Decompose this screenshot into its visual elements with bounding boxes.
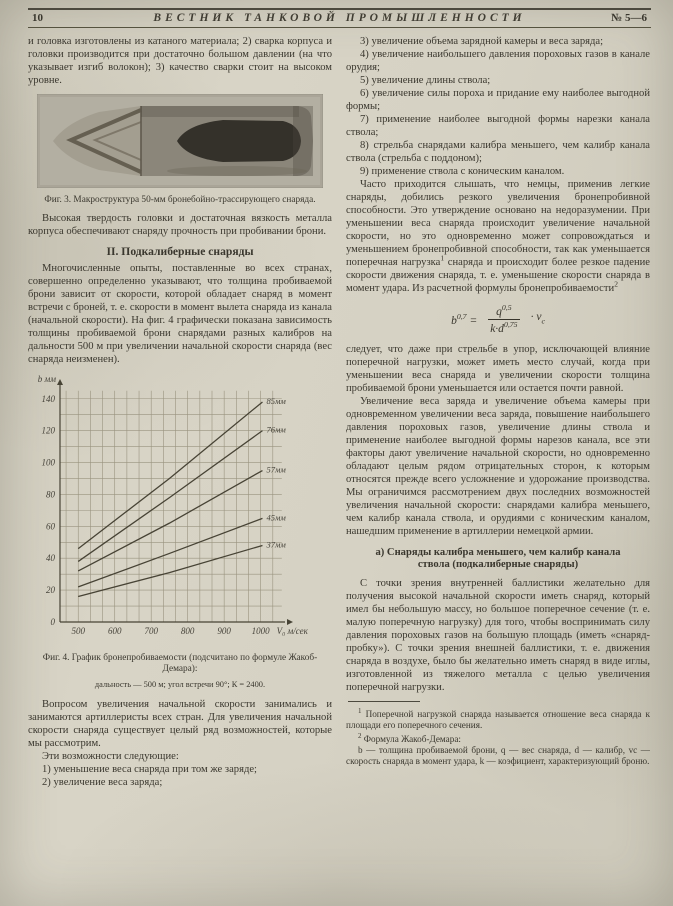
fig4-caption: Фиг. 4. График бронепробиваемости (подсчитано по формуле Жакоб-Демара): [42,652,318,674]
issue-number: № 5—6 [611,12,647,24]
header-bottom-rule [28,27,651,28]
list-item: 5) увеличение длины ствола; [360,75,491,86]
svg-text:40: 40 [46,553,55,564]
list-item: 4) увеличение наибольшего давления пороховых газов в канале орудия; [346,49,650,73]
list-item: 7) применение наиболее выгодной формы нарезки канала ствола; [346,114,650,138]
formula-lhs: $b^{0,7}$ = [451,312,478,328]
fig3-photo-shell-macrostructure [37,94,323,188]
footnote: b — толщина пробиваемой брони, q — вес снаряда, d — калибр, vc — скорость снаряда в момент удара, k — коэфициент, характеризующий броню. [346,744,650,766]
footnote-rule [348,701,420,702]
list-item: 1) уменьшение веса снаряда при том же заряде; [42,763,257,775]
paragraph-text: Часто приходится слышать, что немцы, применив легкие снаряды, добились резкого увеличения бронепробивной способности. Это утверждение основано на недоразумении. При уменьшении веса снаряда происходит увеличение начальной скорости, но это одновременно может сопровождаться и уменьшением бронепробивной способности, так как уменьшается поперечная нагрузка [346,179,650,268]
list-item: 3) увеличение объема зарядной камеры и веса заряда; [360,36,604,47]
paragraph: Высокая твердость головки и достаточная вязкость металла корпуса обеспечивают снаряду прочность при пробивании брони. [28,212,332,237]
svg-text:37мм: 37мм [266,539,286,550]
two-column-body [28,35,651,789]
footnotes [346,706,650,767]
svg-text:0: 0 [50,616,55,627]
svg-text:b мм: b мм [37,373,56,384]
svg-text:1000: 1000 [251,625,270,636]
paragraph: С точки зрения внутренней баллистики желательно для получения высокой начальной скорости иметь снаряд, который имел бы небольшую массу, но большое поперечное сечение (т. е. малую поперечную нагрузку) для того, чтобы воспринимать силу давления пороховых газов на большую площадь (иметь «снаряд-пробку»). С точки зрения внешней баллистики, т. е. движения снаряда в воздухе, было бы желательно иметь снаряд в виде иглы, изготовленной из тяжелого металла с целью увеличения поперечной нагрузки. [346,577,650,693]
list-item: 8) стрельба снарядами калибра меньшего, чем калибр канала ствола (стрельба с поддоном); [346,140,650,164]
formula-numerator: $q^{0,5}$ [488,304,520,320]
svg-text:85мм: 85мм [266,395,286,406]
fig4-caption-sub: дальность — 500 м; угол встречи 90°; К = 2400. [94,680,266,690]
svg-text:76мм: 76мм [266,424,286,435]
fig3-caption: Фиг. 3. Макроструктура 50-мм бронебойно-трассирующего снаряда. [44,195,316,205]
right-column [346,35,650,789]
paragraph-text: снаряда и происходит более резкое падение скорости движения снаряда, т. е. уменьшение скорости снаряда в момент удара. Из расчетной формулы бронепробиваемости [346,257,650,294]
svg-text:20: 20 [46,584,55,595]
svg-text:45мм: 45мм [266,512,286,523]
svg-text:900: 900 [217,625,231,636]
figure-4 [28,370,332,690]
paragraph: следует, что даже при стрельбе в упор, исключающей влияние поперечной нагрузки, может иметь место случай, когда при уменьшении веса снаряда и увеличении скорости толщина пробиваемой брони уменьшается или остается почти равной. [346,343,650,394]
figure-3 [28,94,332,206]
svg-text:800: 800 [180,625,195,636]
paragraph: Эти возможности следующие: [42,750,179,762]
footnote: $^1$ Поперечной нагрузкой снаряда называется отношение веса снаряда к площади его поперечного сечения. [346,706,650,730]
subsection-heading-a: а) Снаряды калибра меньшего, чем калибр канала ствола (подкалиберные снаряды) [375,546,621,571]
svg-text:V₀ м/сек: V₀ м/сек [276,625,308,636]
list-item: 2) увеличение веса заряда; [42,776,163,788]
formula-denominator: $k\cdot d^{0,75}$ [490,319,518,335]
formula-fraction [482,304,525,335]
footnote-marker-2: 2 [614,279,618,289]
list-item: 6) увеличение силы пороха и придание ему наиболее выгодной формы; [346,88,650,112]
svg-text:80: 80 [46,489,55,500]
svg-text:600: 600 [107,625,122,636]
svg-text:700: 700 [144,625,158,636]
footnote: $^2$ Формула Жакоб-Демара: [358,731,461,744]
paragraph: и головка изготовлены из катаного материала; 2) сварка корпуса и головки производится при достаточно большом давлении (на что указывает изгиб волокон); 3) качество сварки стоит на высоком уровне. [28,36,332,86]
page-header [28,10,651,27]
journal-title: ВЕСТНИК ТАНКОВОЙ ПРОМЫШЛЕННОСТИ [153,12,526,24]
list-item: 9) применение ствола с коническим каналом. [360,166,565,177]
penetration-formula [346,304,650,335]
footnote-marker-1: 1 [440,253,445,263]
paragraph [346,178,650,295]
svg-text:120: 120 [41,425,55,436]
svg-text:100: 100 [41,457,55,468]
section-heading-podkalibernye: II. Подкалиберные снаряды [106,244,254,258]
paragraph: Вопросом увеличения начальной скорости занимались и занимаются артиллеристы всех стран. Для увеличения начальной скорости снаряда существует целый ряд возможностей, которые мы рассмотрим. [28,698,332,749]
formula-tail: · $v_c$ [530,311,545,326]
svg-text:500: 500 [71,625,85,636]
fig4-chart [30,370,330,646]
page-number: 10 [32,12,43,24]
svg-text:140: 140 [41,393,55,404]
left-column [28,35,332,789]
svg-text:57мм: 57мм [266,464,286,475]
paragraph: Увеличение веса заряда и увеличение объема камеры при одновременном увеличении веса заряда, повышение наибольшего давления пороховых газов, увеличение длины ствола и применение наиболее выгодной формы нарезов канала, все эти факторы дают увеличение начальной скорости, но одновременно обладают целым рядом отрицательных сторон, к которым относятся прежде всего усложнение и удорожание производства. Мы ограничимся рассмотрением двух последних возможностей увеличения начальной скорости: снарядами калибра меньшего, чем калибр канала ствола, и орудиями с коническим каналом, нашедшим применение в артиллерии немецкой армии. [346,395,650,537]
svg-text:60: 60 [46,521,55,532]
paragraph: Многочисленные опыты, поставленные во всех странах, совершенно определенно указывают, что толщина пробиваемой брони зависит от скорости, которой обладает снаряд в момент встречи с броней, т. е. скорости в момент вылета снаряда из канала (начальной скорости). На фиг. 4 графически показана зависимость толщины пробиваемой брони снарядами разных калибров на дальности 500 м при увеличении начальной скорости снаряда (вес снаряда неизменен). [28,262,332,365]
